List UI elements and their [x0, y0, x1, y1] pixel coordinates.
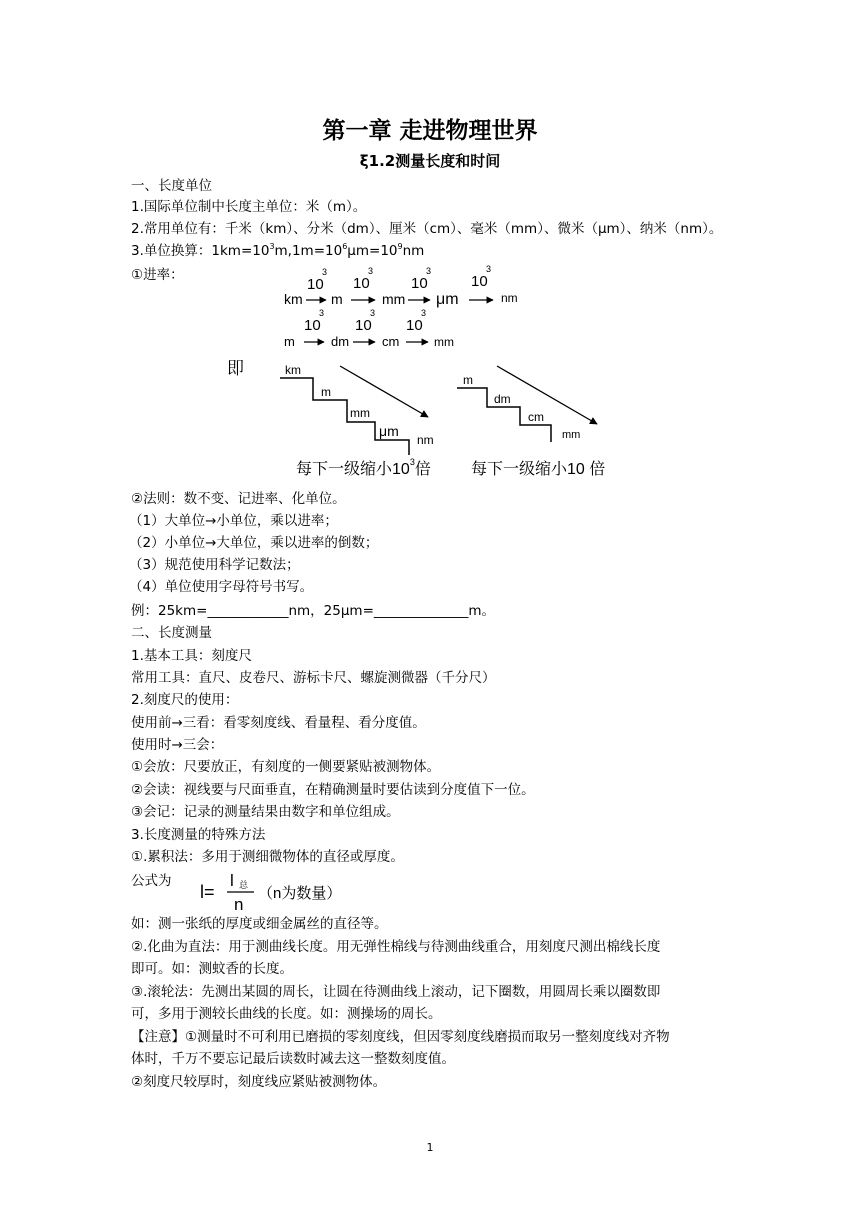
paragraph: 2.刻度尺的使用： — [131, 692, 239, 708]
paragraph: 2.常用单位有：千米（km）、分米（dm）、厘米（cm）、毫米（mm）、微米（μm）、纳米（nm）。 — [131, 221, 723, 237]
factor-label: 10 — [406, 317, 423, 334]
factor-exp: 3 — [426, 266, 432, 276]
factor-label: 10 — [355, 317, 372, 334]
factor-exp: 3 — [421, 308, 427, 318]
unit-cm: cm — [382, 334, 400, 349]
unit-m: m — [331, 291, 343, 307]
exponent: 9 — [397, 242, 403, 251]
stair-unit: dm — [494, 392, 511, 406]
heading-length-measurement: 二、长度测量 — [131, 625, 212, 641]
caption-1: 每下一级缩小$10^3$倍 — [296, 457, 431, 478]
paragraph: 1.国际单位制中长度主单位：米（m）。 — [131, 199, 367, 215]
formula-lhs: l= — [200, 882, 215, 902]
paragraph: ③会记：记录的测量结果由数字和单位组成。 — [131, 804, 400, 820]
ji-label: 即 — [227, 359, 244, 378]
note-paragraph: 体时，千万不要忘记最后读数时减去这一整数刻度值。 — [131, 1051, 455, 1067]
formula-label: 公式为 — [131, 873, 172, 889]
paragraph: 如：测一张纸的厚度或细金属丝的直径等。 — [131, 916, 388, 932]
unit-um: μm — [436, 291, 459, 308]
factor-label: 10 — [307, 276, 324, 293]
paragraph: 常用工具：直尺、皮卷尺、游标卡尺、螺旋测微器（千分尺） — [131, 670, 496, 686]
paragraph: 即可。如：测蚊香的长度。 — [131, 961, 293, 977]
note-paragraph: 【注意】①测量时不可利用已磨损的零刻度线，但因零刻度线磨损而取另一整刻度线对齐物 — [131, 1029, 670, 1045]
arrow — [497, 366, 597, 424]
stair-unit: m — [321, 385, 331, 399]
unit-mm: mm — [382, 291, 406, 307]
factor-exp: 3 — [370, 308, 376, 318]
unit-nm: nm — [501, 291, 518, 305]
staircase-2 — [457, 366, 597, 442]
stair-unit: km — [285, 363, 301, 377]
exponent: 6 — [342, 242, 348, 251]
text-span: m,1m=10 — [274, 243, 343, 259]
unit-km: km — [284, 291, 303, 307]
formula-numerator-sub: 总 — [239, 880, 249, 890]
heading-length-units: 一、长度单位 — [131, 178, 212, 194]
formula-denominator: n — [234, 895, 244, 914]
stair-unit: cm — [528, 410, 544, 424]
rate-label: ①进率： — [131, 267, 184, 283]
stair-unit: mm — [350, 406, 370, 420]
stair-unit: m — [463, 373, 473, 387]
paragraph: ②会读：视线要与尺面垂直，在精确测量时要估读到分度值下一位。 — [131, 782, 535, 798]
row2-conversion — [284, 308, 454, 349]
paragraph: ③.滚轮法：先测出某圆的周长，让圆在待测曲线上滚动，记下圈数，用圆周长乘以圈数即 — [131, 984, 661, 1000]
factor-label: 10 — [411, 275, 428, 292]
law-item: （4）单位使用字母符号书写。 — [129, 579, 314, 595]
paragraph: 3.长度测量的特殊方法 — [131, 827, 266, 843]
page-number: 1 — [426, 1141, 434, 1154]
stair-unit: mm — [562, 429, 581, 441]
staircase-1 — [280, 363, 434, 455]
unit-rate-diagram — [225, 262, 625, 480]
chapter-title: 第一章 走进物理世界 — [322, 118, 538, 144]
text-span: μm=10 — [347, 243, 398, 259]
unit-mm: mm — [434, 335, 454, 349]
exponent: 3 — [269, 242, 275, 251]
example-line: 例：25km=____________nm，25μm=______________m。 — [131, 603, 496, 619]
unit-conversion-line — [131, 241, 424, 261]
paragraph: ①会放：尺要放正，有刻度的一侧要紧贴被测物体。 — [131, 759, 441, 775]
factor-exp: 3 — [368, 266, 374, 276]
paragraph: 使用前→三看：看零刻度线、看量程、看分度值。 — [131, 715, 426, 731]
section-title: ξ1.2测量长度和时间 — [359, 152, 501, 170]
text-span: nm — [402, 243, 425, 259]
law-item: （1）大单位→小单位，乘以进率； — [129, 513, 338, 529]
formula-numerator: l — [230, 871, 234, 890]
note-paragraph: ②刻度尺较厚时，刻度线应紧贴被测物体。 — [131, 1074, 387, 1090]
law-item: （2）小单位→大单位，乘以进率的倒数； — [129, 535, 379, 551]
formula-note: （n为数量） — [258, 885, 342, 902]
factor-exp: 3 — [322, 267, 328, 277]
factor-label: 10 — [471, 273, 488, 290]
law-item: （3）规范使用科学记数法； — [129, 557, 300, 573]
factor-exp: 3 — [319, 308, 325, 318]
paragraph: 可，多用于测较长曲线的长度。如：测操场的周长。 — [131, 1006, 442, 1022]
row1-conversion — [284, 264, 518, 308]
stair-unit: μm — [379, 423, 399, 439]
paragraph: ①.累积法：多用于测细微物体的直径或厚度。 — [131, 849, 404, 865]
factor-label: 10 — [353, 275, 370, 292]
text-span: 3.单位换算：1km=10 — [131, 243, 270, 259]
factor-exp: 3 — [486, 264, 492, 274]
unit-m: m — [284, 334, 295, 349]
law-heading: ②法则：数不变、记进率、化单位。 — [131, 491, 346, 507]
caption-2: 每下一级缩小10 倍 — [471, 461, 606, 478]
paragraph: 使用时→三会： — [131, 737, 224, 753]
stair-unit: nm — [417, 433, 434, 447]
unit-dm: dm — [331, 334, 350, 349]
factor-label: 10 — [304, 317, 321, 334]
paragraph: ②.化曲为直法：用于测曲线长度。用无弹性棉线与待测曲线重合，用刻度尺测出棉线长度 — [131, 939, 661, 955]
accumulation-formula — [196, 868, 366, 914]
paragraph: 1.基本工具：刻度尺 — [131, 648, 252, 664]
